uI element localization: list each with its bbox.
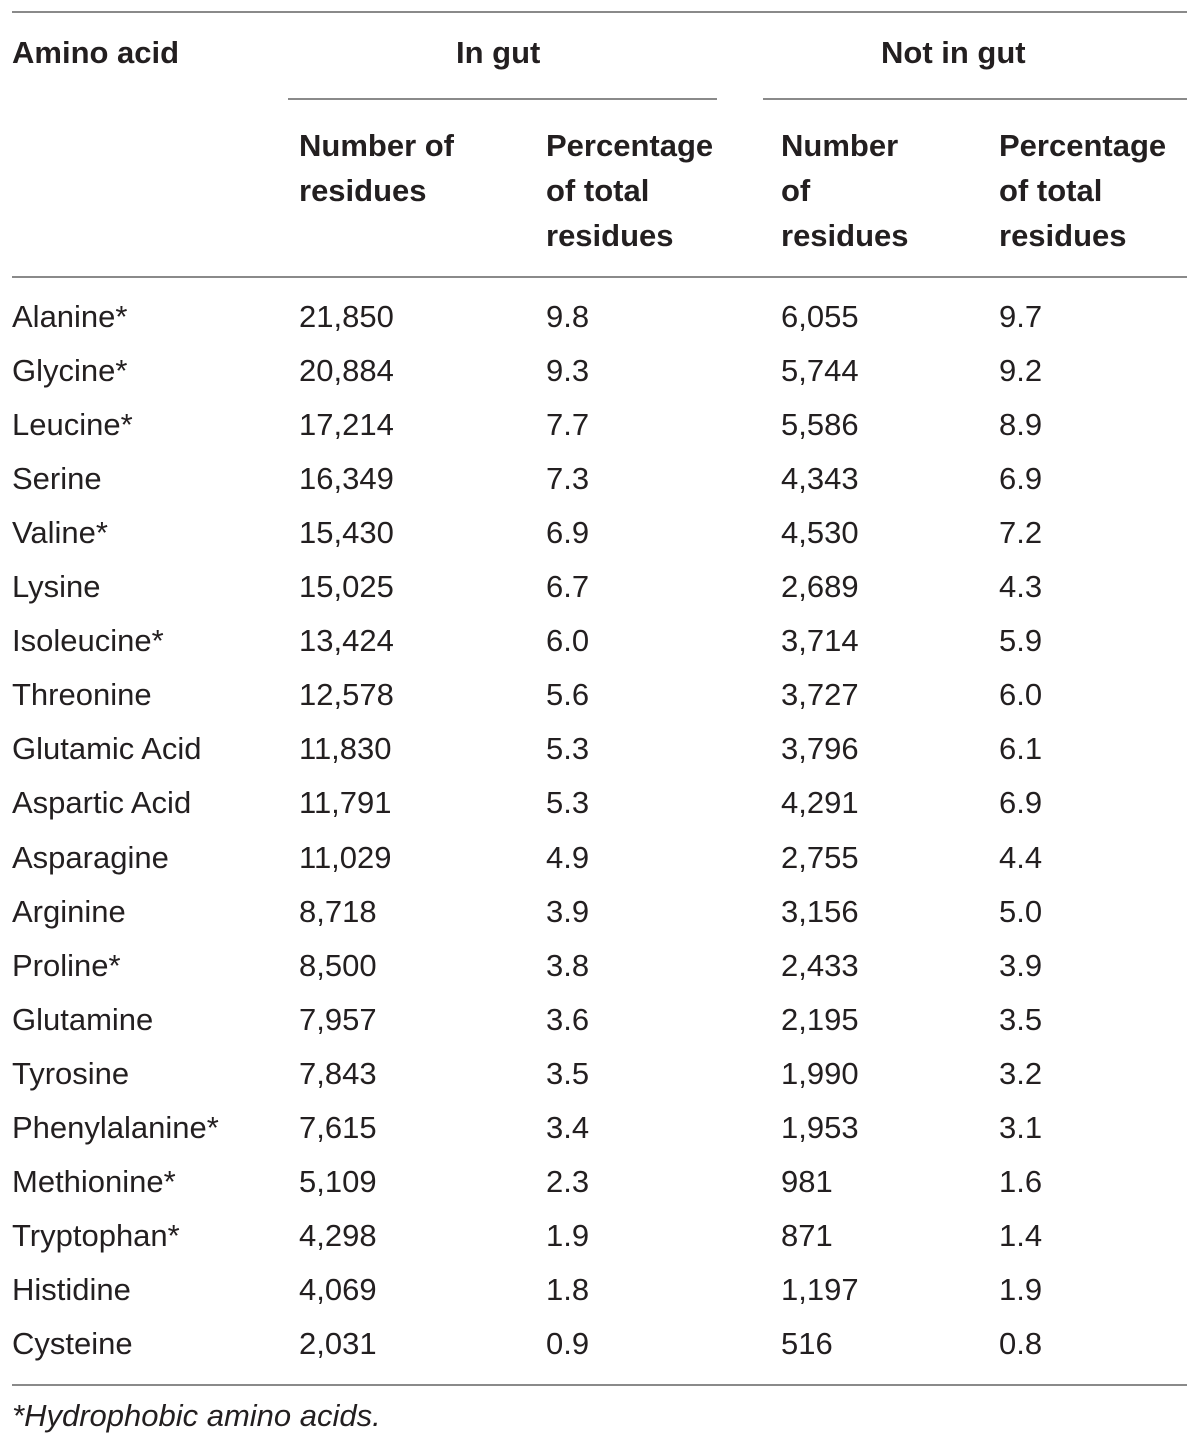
not-gut-number-cell: 5,744 <box>781 353 859 389</box>
in-gut-number-cell: 15,430 <box>299 515 394 551</box>
not-gut-percentage-cell: 1.6 <box>999 1163 1043 1199</box>
not-gut-percentage-cell: 9.7 <box>999 299 1043 334</box>
in-gut-number-cell: 11,029 <box>299 839 392 875</box>
in-gut-percentage-cell: 3.6 <box>546 1001 590 1037</box>
amino-acid-cell: Glycine* <box>12 353 128 389</box>
not-gut-percentage-cell: 5.9 <box>999 623 1043 659</box>
not-gut-number-cell: 2,755 <box>781 839 859 875</box>
in-gut-percentage-cell: 9.8 <box>546 299 590 334</box>
not-gut-number-cell: 516 <box>781 1325 833 1361</box>
not-gut-percentage-cell: 6.1 <box>999 731 1043 767</box>
not-gut-number-cell: 2,433 <box>781 947 859 983</box>
amino-acid-cell: Glutamine <box>12 1001 154 1037</box>
not-gut-percentage-cell: 6.9 <box>999 785 1043 821</box>
header-in-gut-number-line2: residues <box>299 173 427 208</box>
header-not-gut-number-line3: residues <box>781 218 909 253</box>
not-gut-percentage-cell: 3.9 <box>999 947 1043 983</box>
amino-acid-cell: Cysteine <box>12 1325 133 1361</box>
not-gut-number-cell: 981 <box>781 1163 833 1199</box>
in-gut-percentage-cell: 9.3 <box>546 353 590 389</box>
amino-acid-cell: Arginine <box>12 893 126 929</box>
not-gut-percentage-cell: 0.8 <box>999 1325 1043 1361</box>
not-gut-number-cell: 1,990 <box>781 1055 859 1091</box>
in-gut-number-cell: 4,069 <box>299 1271 377 1307</box>
table-bottom-rule <box>12 1384 1187 1386</box>
amino-acid-cell: Tryptophan* <box>12 1217 180 1253</box>
amino-acid-cell: Serine <box>12 461 102 497</box>
not-gut-percentage-cell: 6.9 <box>999 461 1043 497</box>
header-in-gut-number-line1: Number of <box>299 128 454 163</box>
in-gut-number-cell: 8,718 <box>299 893 377 929</box>
not-gut-percentage-cell: 7.2 <box>999 515 1043 551</box>
not-gut-percentage-cell: 4.4 <box>999 839 1043 875</box>
in-gut-number-cell: 16,349 <box>299 461 394 497</box>
not-gut-number-cell: 5,586 <box>781 407 859 443</box>
in-gut-percentage-cell: 1.8 <box>546 1271 590 1307</box>
in-gut-percentage-cell: 5.3 <box>546 785 590 821</box>
header-not-in-gut: Not in gut <box>881 35 1026 70</box>
in-gut-number-cell: 21,850 <box>299 299 394 334</box>
footnote: *Hydrophobic amino acids. <box>12 1398 381 1433</box>
in-gut-percentage-cell: 5.3 <box>546 731 590 767</box>
in-gut-number-cell: 4,298 <box>299 1217 377 1253</box>
in-gut-number-cell: 20,884 <box>299 353 394 389</box>
not-gut-number-cell: 3,156 <box>781 893 859 929</box>
in-gut-number-cell: 11,791 <box>299 785 392 821</box>
not-gut-percentage-cell: 6.0 <box>999 677 1043 713</box>
in-gut-percentage-cell: 6.0 <box>546 623 590 659</box>
amino-acid-cell: Methionine* <box>12 1163 176 1199</box>
in-gut-number-cell: 7,615 <box>299 1109 377 1145</box>
amino-acid-cell: Isoleucine* <box>12 623 164 659</box>
in-gut-number-cell: 12,578 <box>299 677 394 713</box>
in-gut-number-cell: 15,025 <box>299 569 394 605</box>
amino-acid-cell: Proline* <box>12 947 121 983</box>
amino-acid-cell: Alanine* <box>12 299 128 334</box>
amino-acid-cell: Lysine <box>12 569 101 605</box>
amino-acid-cell: Threonine <box>12 677 152 713</box>
not-gut-percentage-cell: 9.2 <box>999 353 1043 389</box>
not-gut-number-cell: 1,953 <box>781 1109 859 1145</box>
in-gut-percentage-cell: 6.7 <box>546 569 590 605</box>
amino-acid-cell: Glutamic Acid <box>12 731 202 767</box>
in-gut-percentage-cell: 3.8 <box>546 947 590 983</box>
amino-acid-cell: Histidine <box>12 1271 131 1307</box>
not-gut-percentage-cell: 8.9 <box>999 407 1043 443</box>
not-gut-number-cell: 4,343 <box>781 461 859 497</box>
amino-acid-cell: Leucine* <box>12 407 133 443</box>
not-gut-percentage-cell: 4.3 <box>999 569 1043 605</box>
in-gut-number-cell: 7,957 <box>299 1001 377 1037</box>
in-gut-number-cell: 2,031 <box>299 1325 377 1361</box>
not-gut-number-cell: 871 <box>781 1217 833 1253</box>
in-gut-percentage-cell: 5.6 <box>546 677 590 713</box>
header-not-gut-percentage-line3: residues <box>999 218 1127 253</box>
header-not-gut-percentage-line2: of total <box>999 173 1103 208</box>
header-amino-acid: Amino acid <box>12 35 180 70</box>
header-in-gut-percentage-line1: Percentage <box>546 128 714 163</box>
amino-acid-cell: Tyrosine <box>12 1055 130 1091</box>
in-gut-number-cell: 7,843 <box>299 1055 377 1091</box>
amino-acid-cell: Valine* <box>12 515 108 551</box>
header-not-gut-percentage-line1: Percentage <box>999 128 1167 163</box>
in-gut-percentage-cell: 3.5 <box>546 1055 590 1091</box>
in-gut-percentage-cell: 6.9 <box>546 515 590 551</box>
not-gut-number-cell: 3,796 <box>781 731 859 767</box>
not-gut-number-cell: 2,195 <box>781 1001 859 1037</box>
not-gut-number-cell: 1,197 <box>781 1271 859 1307</box>
not-gut-percentage-cell: 1.4 <box>999 1217 1043 1253</box>
amino-acid-cell: Phenylalanine* <box>12 1109 219 1145</box>
in-gut-percentage-cell: 1.9 <box>546 1217 590 1253</box>
not-in-gut-group-rule <box>763 98 1187 100</box>
header-not-gut-number-line1: Number <box>781 128 899 163</box>
header-in-gut-percentage-line3: residues <box>546 218 674 253</box>
in-gut-percentage-cell: 2.3 <box>546 1163 590 1199</box>
not-gut-number-cell: 3,727 <box>781 677 859 713</box>
amino-acid-cell: Asparagine <box>12 839 169 875</box>
in-gut-percentage-cell: 7.7 <box>546 407 590 443</box>
not-gut-percentage-cell: 3.2 <box>999 1055 1043 1091</box>
not-gut-percentage-cell: 1.9 <box>999 1271 1043 1307</box>
in-gut-number-cell: 8,500 <box>299 947 377 983</box>
in-gut-number-cell: 11,830 <box>299 731 392 767</box>
in-gut-number-cell: 5,109 <box>299 1163 377 1199</box>
not-gut-percentage-cell: 5.0 <box>999 893 1043 929</box>
not-gut-number-cell: 2,689 <box>781 569 859 605</box>
not-gut-number-cell: 6,055 <box>781 299 859 334</box>
in-gut-number-cell: 17,214 <box>299 407 394 443</box>
in-gut-number-cell: 13,424 <box>299 623 394 659</box>
in-gut-percentage-cell: 7.3 <box>546 461 590 497</box>
in-gut-percentage-cell: 3.9 <box>546 893 590 929</box>
top-rule <box>12 11 1187 13</box>
in-gut-percentage-cell: 0.9 <box>546 1325 590 1361</box>
in-gut-group-rule <box>288 98 717 100</box>
in-gut-percentage-cell: 4.9 <box>546 839 590 875</box>
header-not-gut-number-line2: of <box>781 173 811 208</box>
not-gut-number-cell: 4,530 <box>781 515 859 551</box>
not-gut-percentage-cell: 3.1 <box>999 1109 1043 1145</box>
not-gut-percentage-cell: 3.5 <box>999 1001 1043 1037</box>
header-in-gut-percentage-line2: of total <box>546 173 650 208</box>
amino-acid-cell: Aspartic Acid <box>12 785 192 821</box>
in-gut-percentage-cell: 3.4 <box>546 1109 590 1145</box>
not-gut-number-cell: 4,291 <box>781 785 859 821</box>
not-gut-number-cell: 3,714 <box>781 623 859 659</box>
header-bottom-rule <box>12 276 1187 278</box>
header-in-gut: In gut <box>456 35 541 70</box>
